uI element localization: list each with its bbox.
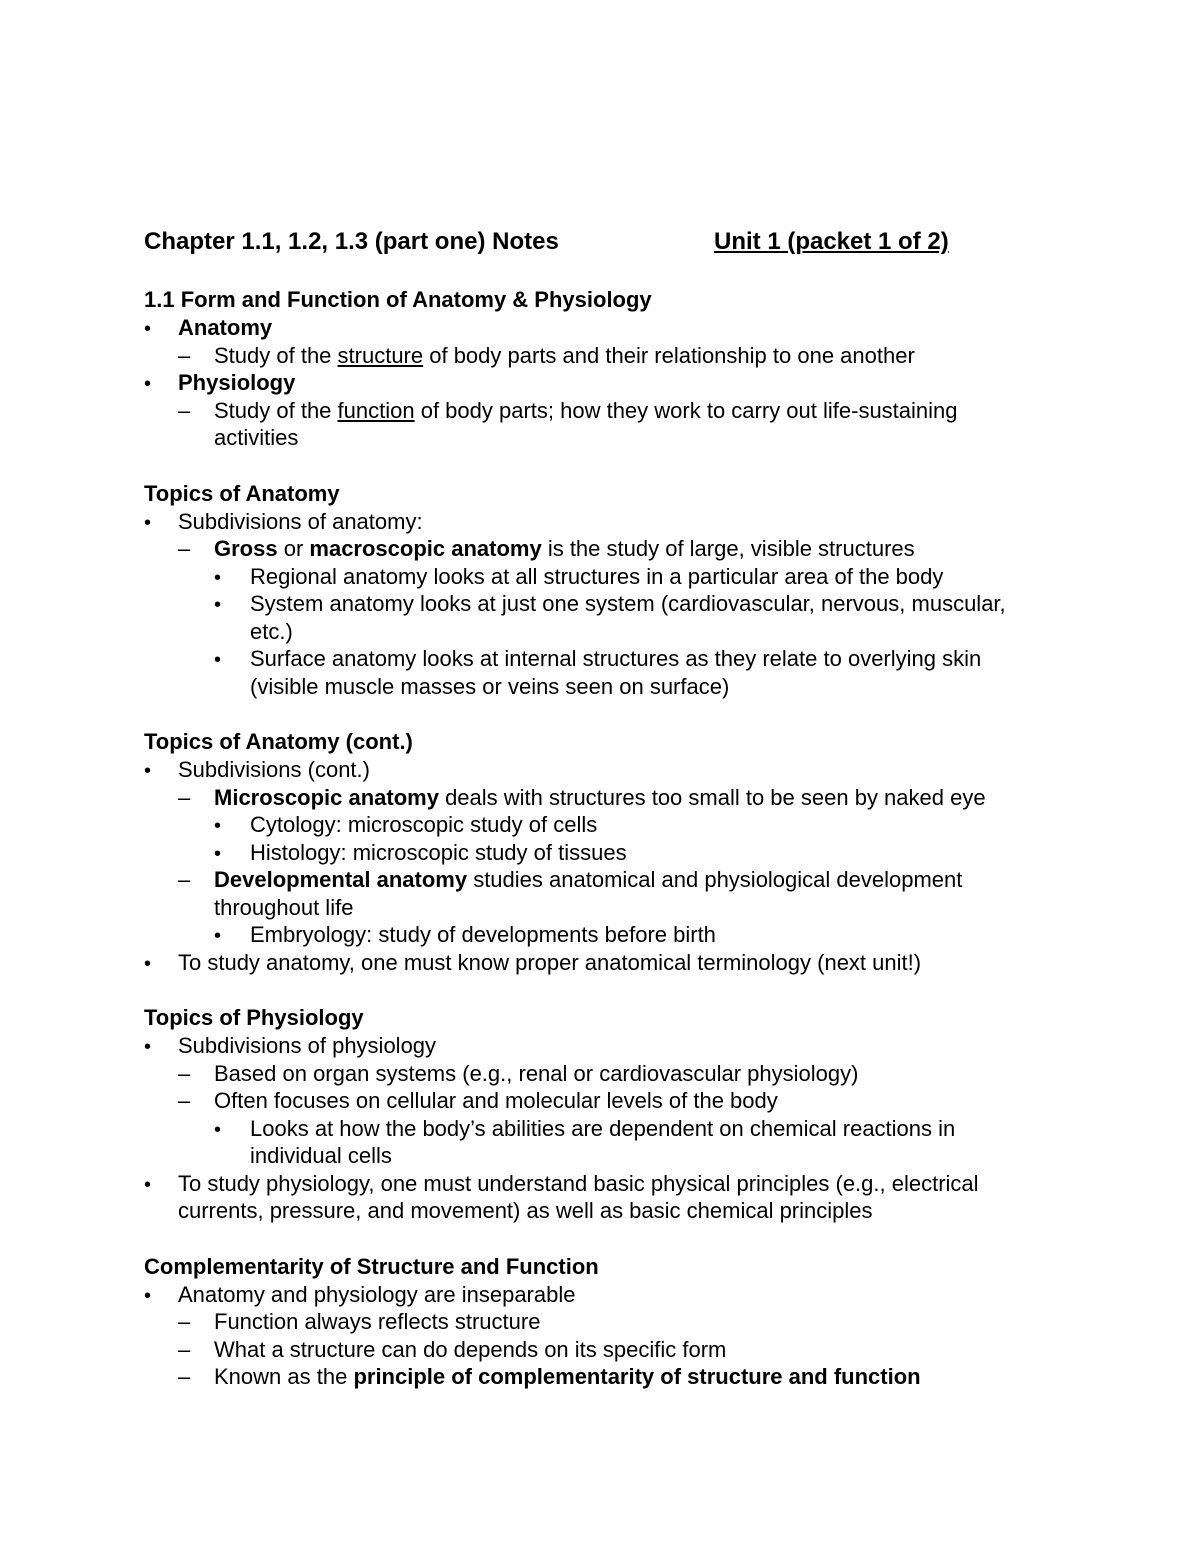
section-topics-of-anatomy [144, 480, 1074, 701]
title-row [144, 228, 1074, 264]
dash-organ-systems: – Based on organ systems (e.g., renal or cardiovascular physiology) [144, 1060, 1074, 1088]
bullet-icon [214, 839, 221, 869]
dash-physiology-definition: – Study of the function of body parts; how they work to carry out life-sustaining [144, 397, 1074, 425]
bullet-subdivisions-cont: • Subdivisions (cont.) [144, 756, 1074, 784]
bullet-surface-anatomy-cont: (visible muscle masses or veins seen on surface) [250, 673, 730, 699]
dash-icon [178, 1336, 190, 1364]
dash-specific-form: – What a structure can do depends on its specific form [144, 1336, 1074, 1364]
dash-icon [178, 1060, 190, 1088]
keyword-function: function [337, 397, 415, 423]
unit-label: Unit 1 (packet 1 of 2) [714, 228, 949, 255]
dash-icon [178, 535, 190, 563]
dash-physiology-definition-cont: activities [214, 425, 299, 450]
bullet-study-physiology-cont: currents, pressure, and movement) as well as basic chemical principles [178, 1198, 873, 1223]
section-heading: Complementarity of Structure and Function [144, 1253, 599, 1279]
section-topics-of-anatomy-cont [144, 728, 1074, 976]
dash-gross-anatomy: – Gross or macroscopic anatomy is the study of large, visible structures [144, 535, 1074, 563]
section-heading: Topics of Anatomy (cont.) [144, 729, 413, 754]
bullet-chemical-reactions: • Looks at how the body’s abilities are dependent on chemical reactions in [144, 1115, 1074, 1143]
bullet-study-anatomy: • To study anatomy, one must know proper anatomical terminology (next unit!) [144, 949, 1074, 977]
keyword-structure: structure [337, 342, 424, 368]
bullet-subdivisions: • Subdivisions of anatomy: [144, 508, 1074, 536]
dash-function-reflects-structure: – Function always reflects structure [144, 1308, 1074, 1336]
dash-microscopic-anatomy: – Microscopic anatomy deals with structures too small to be seen by naked eye [144, 784, 1074, 812]
section-heading: Topics of Physiology [144, 1005, 364, 1030]
dash-anatomy-definition: – Study of the structure of body parts and their relationship to one another [144, 342, 1074, 370]
bullet-icon [144, 949, 151, 979]
bullet-study-physiology: • To study physiology, one must understand basic physical principles (e.g., electrical [144, 1170, 1074, 1198]
bullet-icon [144, 369, 151, 399]
section-heading: 1.1 Form and Function of Anatomy & Physiology [144, 287, 652, 312]
dash-icon [178, 866, 190, 894]
dash-icon [178, 1087, 190, 1115]
bullet-icon [144, 314, 151, 344]
dash-icon [178, 1363, 190, 1391]
bullet-histology: • Histology: microscopic study of tissues [144, 839, 1074, 867]
bullet-icon [144, 756, 151, 786]
bullet-system-anatomy: • System anatomy looks at just one system (cardiovascular, nervous, muscular, [144, 590, 1074, 618]
bullet-icon [214, 811, 221, 841]
section-complementarity [144, 1253, 1074, 1391]
dash-icon [178, 1308, 190, 1336]
document-page [144, 228, 1074, 1391]
dash-developmental-anatomy-cont: throughout life [214, 894, 354, 920]
bullet-icon [214, 590, 221, 620]
section-topics-of-physiology [144, 1004, 1074, 1225]
bullet-icon [214, 1115, 221, 1145]
bullet-icon [144, 508, 151, 538]
bullet-surface-anatomy: • Surface anatomy looks at internal structures as they relate to overlying skin [144, 645, 1074, 673]
dash-principle: – Known as the principle of complementarity of structure and function [144, 1363, 1074, 1391]
bullet-anatomy: • Anatomy [144, 314, 1074, 342]
bullet-system-anatomy-cont: etc.) [250, 618, 293, 644]
bullet-icon [144, 1281, 151, 1311]
bullet-icon [144, 1032, 151, 1062]
dash-icon [178, 784, 190, 812]
bullet-chemical-reactions-cont: individual cells [250, 1143, 392, 1168]
dash-icon [178, 342, 190, 370]
bullet-subdivisions-physiology: • Subdivisions of physiology [144, 1032, 1074, 1060]
bullet-cytology: • Cytology: microscopic study of cells [144, 811, 1074, 839]
dash-cellular-levels: – Often focuses on cellular and molecular levels of the body [144, 1087, 1074, 1115]
section-heading: Topics of Anatomy [144, 480, 340, 506]
section-form-and-function [144, 286, 1074, 452]
dash-icon [178, 397, 190, 425]
bullet-inseparable: • Anatomy and physiology are inseparable [144, 1281, 1074, 1309]
dash-developmental-anatomy: – Developmental anatomy studies anatomical and physiological development [144, 866, 1074, 894]
bullet-icon [214, 921, 221, 951]
bullet-embryology: • Embryology: study of developments before birth [144, 921, 1074, 949]
bullet-icon [144, 1170, 151, 1200]
bullet-icon [214, 563, 221, 593]
bullet-physiology: • Physiology [144, 369, 1074, 397]
document-title: Chapter 1.1, 1.2, 1.3 (part one) Notes [144, 228, 559, 255]
bullet-icon [214, 645, 221, 675]
bullet-regional-anatomy: • Regional anatomy looks at all structures in a particular area of the body [144, 563, 1074, 591]
